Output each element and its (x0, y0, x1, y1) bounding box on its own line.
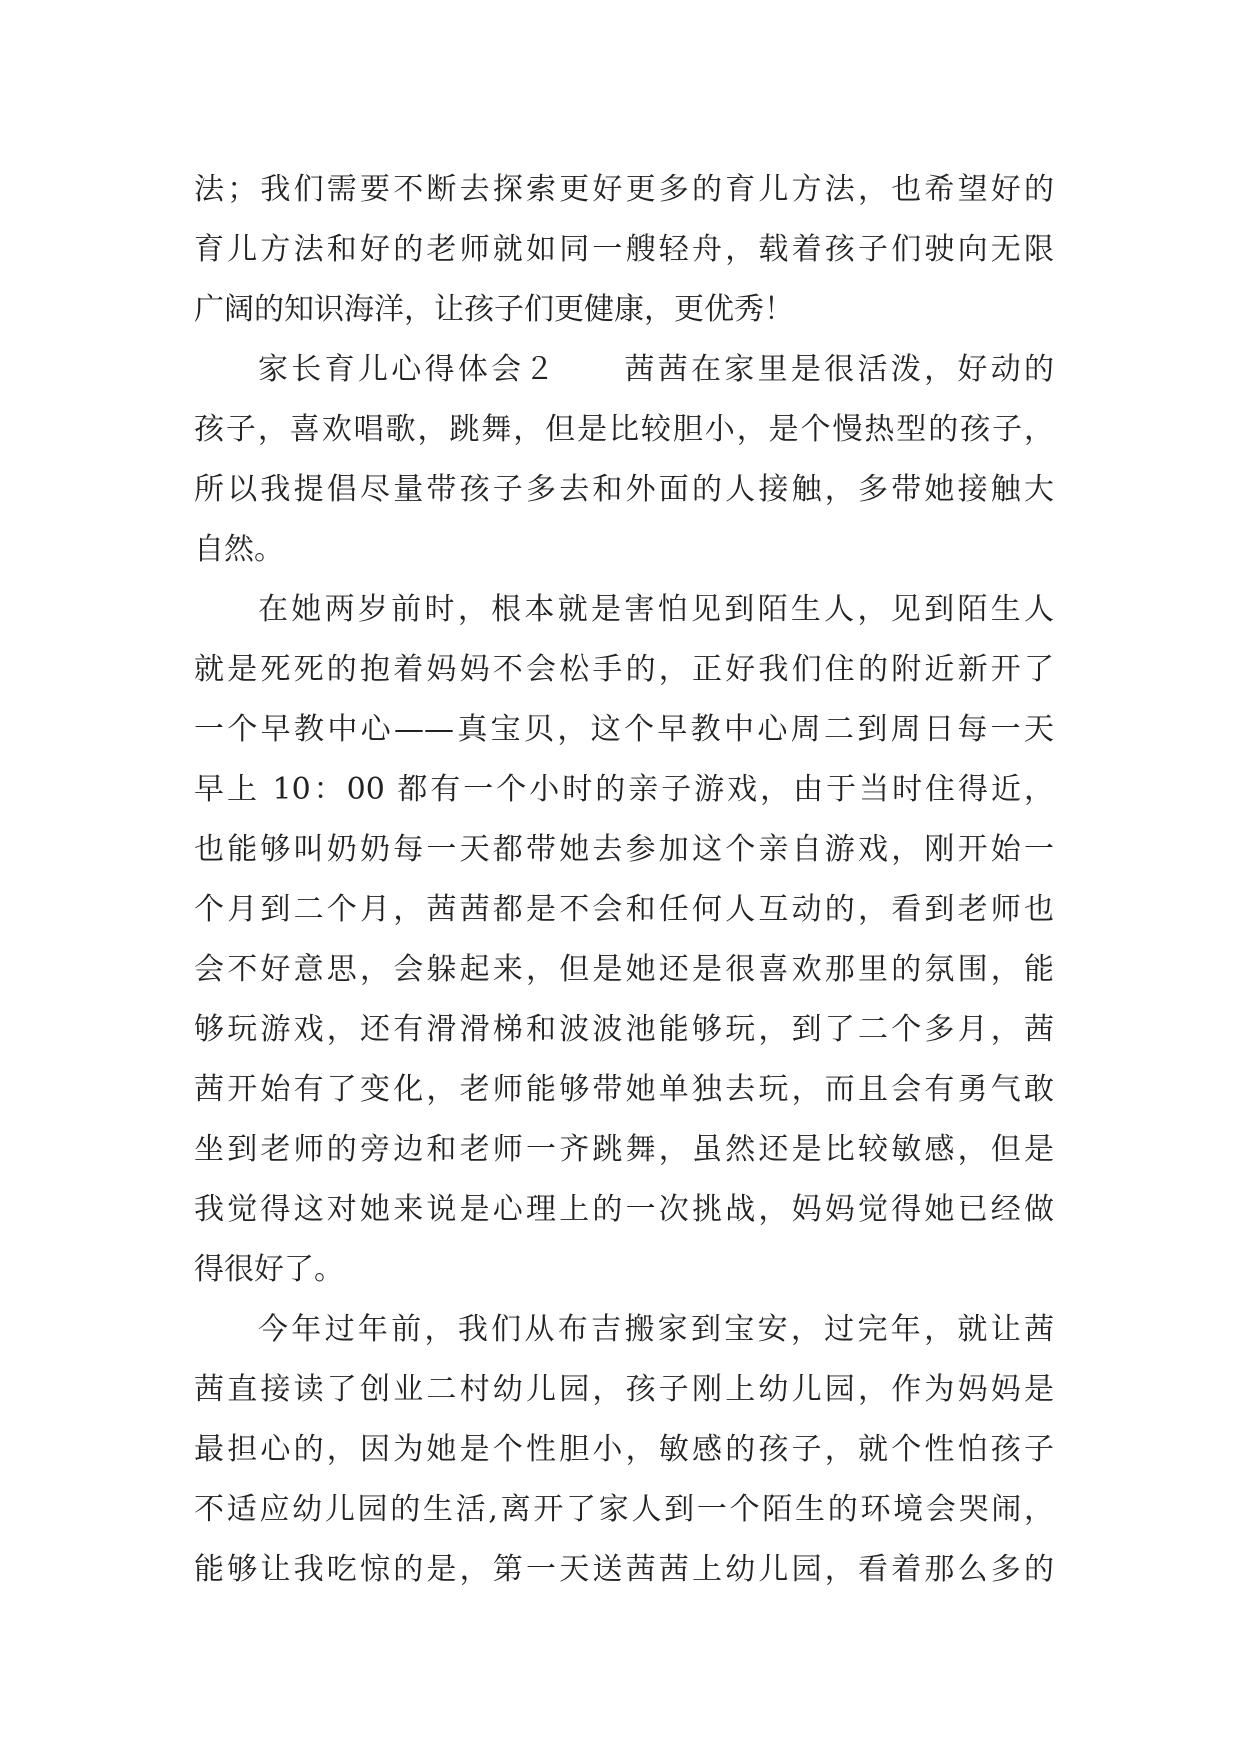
text-line: 孩子，喜欢唱歌，跳舞，但是比较胆小，是个慢热型的孩子， (194, 412, 1054, 447)
text-line: 茜开始有了变化，老师能够带她单独去玩，而且会有勇气敢 (194, 1072, 1054, 1107)
text-line: 一个早教中心——真宝贝，这个早教中心周二到周日每一天 (194, 712, 1054, 747)
paragraph (194, 340, 1054, 580)
text-line: 早上 10：00 都有一个小时的亲子游戏，由于当时住得近， (194, 772, 1054, 807)
text-line: 会不好意思，会躲起来，但是她还是很喜欢那里的氛围，能 (194, 952, 1054, 987)
text-line: 坐到老师的旁边和老师一齐跳舞，虽然还是比较敏感，但是 (194, 1132, 1054, 1167)
text-line: 能够让我吃惊的是，第一天送茜茜上幼儿园，看着那么多的 (194, 1552, 1054, 1587)
text-line: 个月到二个月，茜茜都是不会和任何人互动的，看到老师也 (194, 892, 1054, 927)
text-line: 今年过年前，我们从布吉搬家到宝安，过完年，就让茜 (258, 1312, 1054, 1347)
body-text (194, 160, 1054, 1600)
text-line: 广阔的知识海洋，让孩子们更健康，更优秀！ (194, 292, 794, 327)
text-line: 茜直接读了创业二村幼儿园，孩子刚上幼儿园，作为妈妈是 (194, 1372, 1054, 1407)
text-line: 不适应幼儿园的生活,离开了家人到一个陌生的环境会哭闹， (194, 1492, 1054, 1527)
text-line: 在她两岁前时，根本就是害怕见到陌生人，见到陌生人 (258, 592, 1054, 627)
paragraph (194, 580, 1054, 1300)
text-line: 我觉得这对她来说是心理上的一次挑战，妈妈觉得她已经做 (194, 1192, 1054, 1227)
text-line: 法；我们需要不断去探索更好更多的育儿方法，也希望好的 (194, 172, 1054, 207)
text-line: 就是死死的抱着妈妈不会松手的，正好我们住的附近新开了 (194, 652, 1054, 687)
text-line: 自然。 (194, 532, 284, 567)
paragraph (194, 1300, 1054, 1600)
text-line: 所以我提倡尽量带孩子多去和外面的人接触，多带她接触大 (194, 472, 1054, 507)
text-line: 得很好了。 (194, 1252, 344, 1287)
text-line: 也能够叫奶奶每一天都带她去参加这个亲自游戏，刚开始一 (194, 832, 1054, 867)
paragraph (194, 160, 1054, 340)
text-line: 够玩游戏，还有滑滑梯和波波池能够玩，到了二个多月，茜 (194, 1012, 1054, 1047)
text-line: 最担心的，因为她是个性胆小，敏感的孩子，就个性怕孩子 (194, 1432, 1054, 1467)
text-line: 家长育儿心得体会２ 茜茜在家里是很活泼，好动的 (258, 352, 1054, 387)
text-line: 育儿方法和好的老师就如同一艘轻舟，载着孩子们驶向无限 (194, 232, 1054, 267)
